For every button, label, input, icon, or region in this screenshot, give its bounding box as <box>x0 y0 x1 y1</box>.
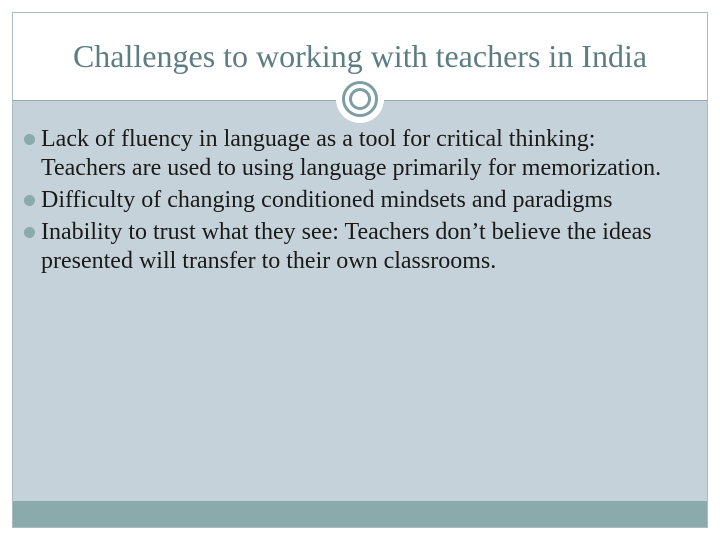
double-circle-icon <box>342 81 378 117</box>
round-bullet-icon <box>24 227 35 238</box>
round-bullet-icon <box>24 195 35 206</box>
bullet-text: Inability to trust what they see: Teachers don’t believe the ideas presented will transfer to their own classrooms. <box>41 219 652 274</box>
bullet-text: Lack of fluency in language as a tool for critical thinking: Teachers are used to using language primarily for memorization. <box>41 126 662 181</box>
bullet-list <box>24 125 684 279</box>
bullet-text: Difficulty of changing conditioned mindsets and paradigms <box>41 187 613 213</box>
bullet-item <box>24 218 684 276</box>
bullet-item <box>24 186 684 215</box>
footer-bar <box>13 501 707 527</box>
bullet-item <box>24 125 684 183</box>
slide-title: Challenges to working with teachers in India <box>72 38 648 74</box>
round-bullet-icon <box>24 134 35 145</box>
